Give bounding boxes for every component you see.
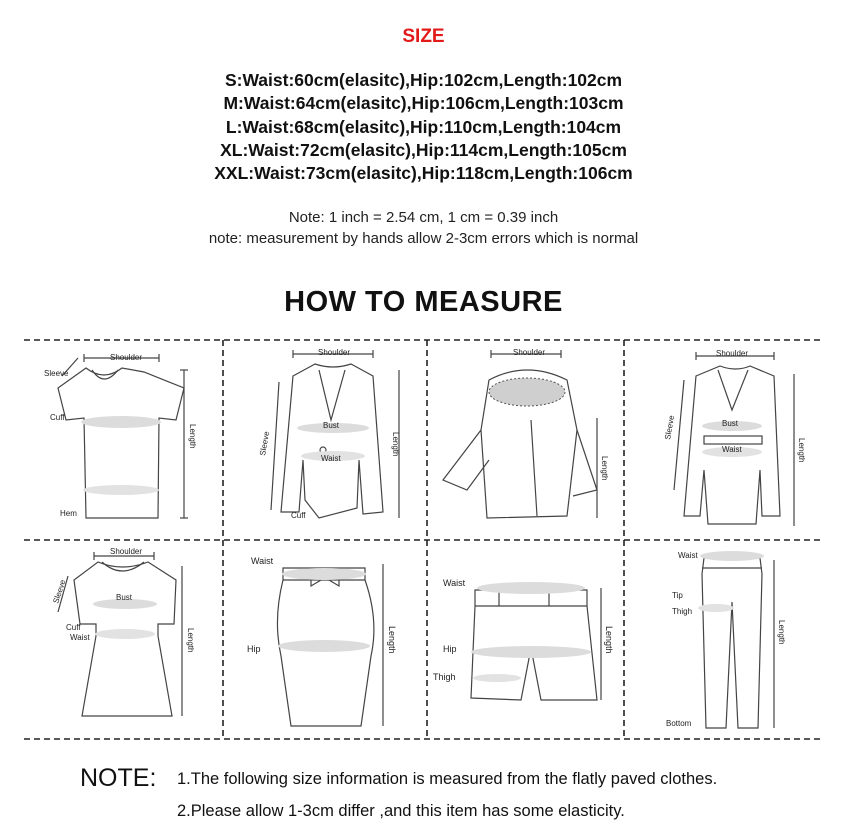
shoulder-label: Shoulder	[318, 348, 351, 357]
tshirt-bust-band	[81, 416, 161, 428]
hem-label: Hem	[60, 509, 77, 518]
waist-label: Waist	[678, 551, 698, 560]
trench-belt	[704, 436, 762, 444]
sleeve-label: Sleeve	[51, 578, 68, 605]
sleeve-measure-line	[674, 380, 684, 490]
waist-label: Waist	[722, 445, 742, 454]
tshirt-diagram	[24, 340, 223, 540]
length-label: Length	[387, 626, 397, 654]
note-item-2: 2.Please allow 1-3cm differ ,and this item has some elasticity.	[177, 802, 625, 820]
dress-diagram	[24, 540, 223, 739]
bust-label: Bust	[116, 593, 133, 602]
length-label: Length	[777, 620, 786, 645]
thigh-label: Thigh	[433, 672, 456, 682]
size-row-m: M:Waist:64cm(elasitc),Hip:106cm,Length:103cm	[223, 93, 624, 114]
note-item-1: 1.The following size information is measured from the flatly paved clothes.	[177, 770, 718, 788]
shoulder-label: Shoulder	[716, 349, 749, 358]
length-label: Length	[188, 424, 197, 449]
sleeve-label: Sleeve	[663, 414, 677, 441]
shoulder-label: Shoulder	[110, 353, 143, 362]
bust-label: Bust	[323, 421, 340, 430]
waist-label: Waist	[321, 454, 341, 463]
shorts-diagram	[427, 540, 624, 739]
blazer-outline	[281, 364, 383, 518]
length-label: Length	[600, 456, 609, 481]
blazer-lapel	[319, 370, 345, 420]
length-label: Length	[604, 626, 614, 654]
fur-coat-diagram	[427, 340, 624, 540]
sleeve-label: Sleeve	[44, 369, 69, 378]
sleeve-measure-line	[271, 382, 279, 510]
blazer-diagram	[223, 340, 427, 540]
skirt-diagram	[223, 540, 427, 739]
size-row-xl: XL:Waist:72cm(elasitc),Hip:114cm,Length:105cm	[220, 139, 627, 160]
hip-label: Hip	[247, 644, 261, 654]
note-heading: NOTE:	[80, 764, 157, 792]
coat-right-sleeve	[573, 430, 597, 496]
bottom-label: Bottom	[666, 719, 692, 728]
waist-label: Waist	[443, 578, 466, 588]
waist-label: Waist	[251, 556, 274, 566]
size-title: SIZE	[402, 26, 445, 47]
waist-label: Waist	[70, 633, 90, 642]
length-label: Length	[797, 438, 806, 463]
error-note: note: measurement by hands allow 2-3cm errors which is normal	[208, 230, 639, 247]
length-label: Length	[391, 432, 400, 457]
pants-diagram	[624, 540, 824, 739]
cuff-label: Cuff	[291, 511, 306, 520]
sleeve-label: Sleeve	[258, 430, 272, 457]
bust-label: Bust	[722, 419, 739, 428]
trench-lapel	[718, 370, 748, 410]
cuff-label: Cuff	[50, 413, 65, 422]
conversion-note: Note: 1 inch = 2.54 cm, 1 cm = 0.39 inch	[288, 209, 559, 226]
fur-collar	[489, 378, 565, 406]
tshirt-hem-band	[83, 485, 159, 495]
tip-label: Tip	[672, 591, 683, 600]
tshirt-outline	[58, 368, 184, 518]
size-row-s: S:Waist:60cm(elasitc),Hip:102cm,Length:102cm	[224, 70, 623, 90]
size-row-l: L:Waist:68cm(elasitc),Hip:110cm,Length:104cm	[225, 116, 622, 137]
pants-outline	[702, 558, 762, 728]
length-label: Length	[186, 628, 195, 653]
cuff-label: Cuff	[66, 623, 81, 632]
trench-coat-diagram	[624, 340, 824, 540]
shoulder-label: Shoulder	[513, 348, 546, 357]
how-to-measure-title: HOW TO MEASURE	[284, 286, 563, 318]
hip-label: Hip	[443, 644, 457, 654]
shoulder-label: Shoulder	[110, 547, 143, 556]
thigh-label: Thigh	[672, 607, 693, 616]
size-row-xxl: XXL:Waist:73cm(elasitc),Hip:118cm,Length:106cm	[214, 163, 633, 184]
